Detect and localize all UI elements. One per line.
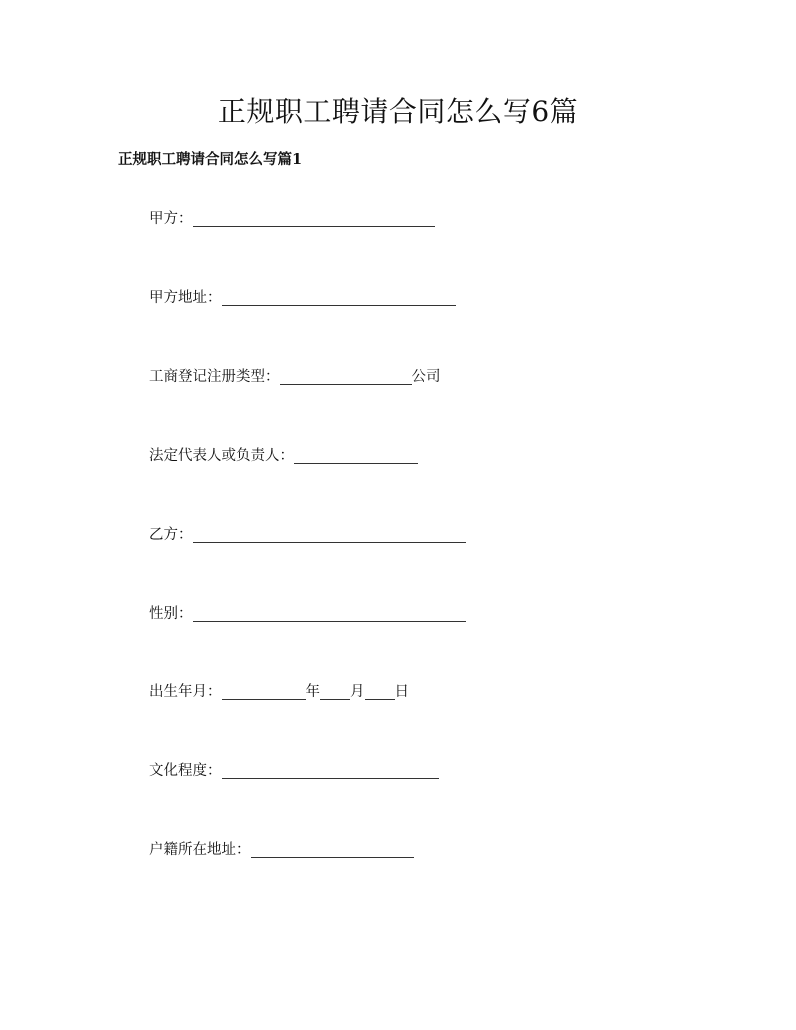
birth-day-blank bbox=[365, 683, 395, 700]
party-a-blank bbox=[193, 210, 435, 227]
household-address-label: 户籍所在地址： bbox=[149, 842, 251, 858]
education-row bbox=[149, 761, 439, 781]
household-address-blank bbox=[251, 841, 414, 858]
birth-month-unit: 月 bbox=[350, 684, 365, 700]
business-registration-suffix: 公司 bbox=[411, 369, 441, 385]
birth-date-row bbox=[149, 682, 409, 702]
birth-year-blank bbox=[222, 683, 306, 700]
business-registration-label: 工商登记注册类型： bbox=[149, 369, 280, 385]
party-a-address-row bbox=[149, 288, 456, 308]
gender-row bbox=[149, 604, 466, 624]
party-b-blank bbox=[193, 526, 466, 543]
birth-year-unit: 年 bbox=[305, 684, 320, 700]
document-title: 正规职工聘请合同怎么写6篇 bbox=[217, 95, 579, 128]
gender-label: 性别： bbox=[149, 606, 193, 622]
birth-date-label: 出生年月： bbox=[149, 684, 222, 700]
birth-month-blank bbox=[320, 683, 350, 700]
gender-blank bbox=[193, 605, 466, 622]
party-a-label: 甲方： bbox=[149, 211, 193, 227]
business-registration-row bbox=[149, 367, 441, 387]
section-heading: 正规职工聘请合同怎么写篇1 bbox=[118, 151, 303, 168]
business-registration-blank bbox=[280, 368, 412, 385]
party-b-row bbox=[149, 525, 466, 545]
legal-representative-row bbox=[149, 446, 418, 466]
party-a-address-blank bbox=[222, 289, 456, 306]
legal-representative-label: 法定代表人或负责人： bbox=[149, 448, 294, 464]
party-b-label: 乙方： bbox=[149, 527, 193, 543]
birth-day-unit: 日 bbox=[394, 684, 409, 700]
legal-representative-blank bbox=[294, 447, 418, 464]
party-a-row bbox=[149, 209, 435, 229]
education-blank bbox=[222, 762, 439, 779]
education-label: 文化程度： bbox=[149, 763, 222, 779]
household-address-row bbox=[149, 840, 414, 860]
party-a-address-label: 甲方地址： bbox=[149, 290, 222, 306]
